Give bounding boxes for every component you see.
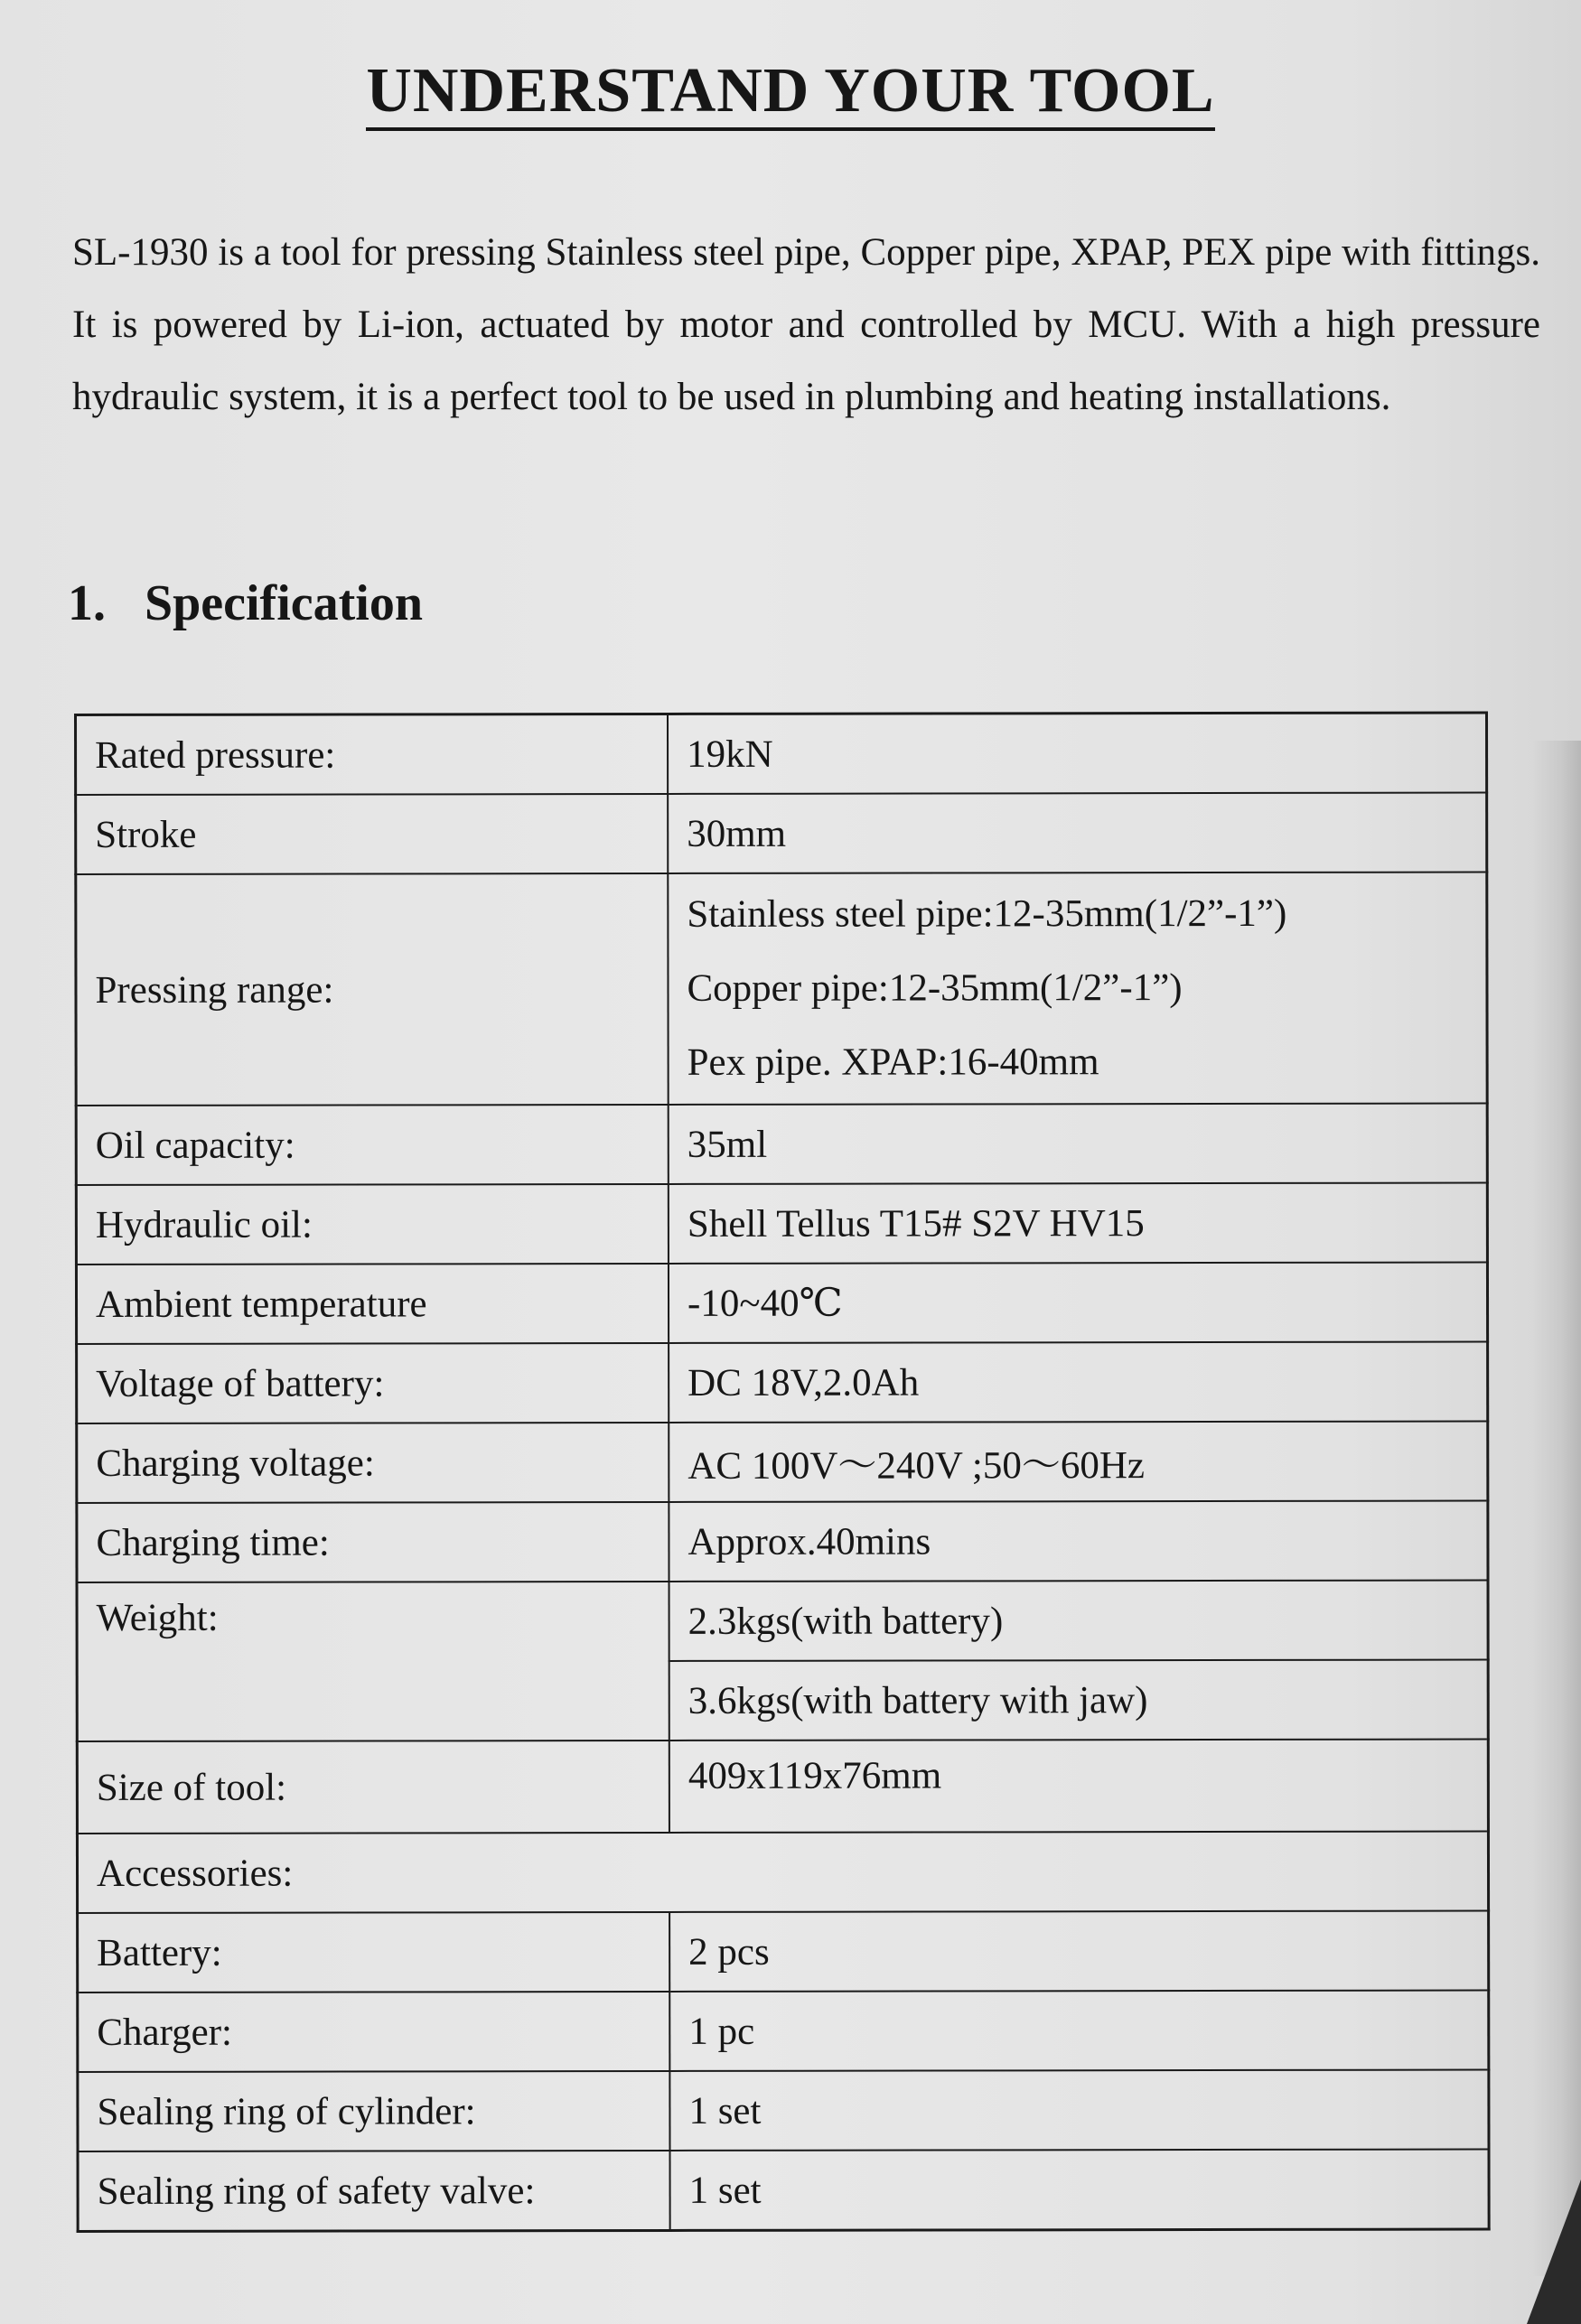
spec-label: Sealing ring of safety valve: [78,2151,670,2232]
spec-value: 30mm [668,793,1487,873]
spec-value: 2.3kgs(with battery) [669,1581,1489,1661]
spec-value: AC 100V～240V ;50～60Hz [669,1422,1488,1502]
spec-value: 1 set [669,2150,1489,2231]
spec-label: Charging time: [77,1502,669,1582]
table-row [78,2070,1489,2151]
spec-value: 1 pc [669,1991,1489,2071]
spec-label: Voltage of battery: [77,1343,669,1423]
section-number: 1. [68,575,106,631]
table-row [76,713,1487,795]
table-row [76,1263,1487,1344]
table-row [77,1501,1488,1582]
scan-shadow [1531,741,1581,2276]
table-row [78,1991,1489,2072]
spec-value: 35ml [669,1104,1488,1184]
spec-value: 3.6kgs(with battery with jaw) [669,1660,1489,1741]
spec-value: DC 18V,2.0Ah [669,1342,1488,1423]
spec-value-multi [668,873,1487,1105]
spec-label: Battery: [78,1912,670,1993]
spec-value: -10~40℃ [669,1263,1488,1343]
table-row [77,1422,1488,1503]
spec-label: Oil capacity: [76,1105,669,1185]
spec-value: 1 set [669,2070,1489,2151]
spec-value: Approx.40mins [669,1501,1488,1582]
section-heading [68,574,423,632]
table-row [77,1832,1488,1913]
spec-value-line: Stainless steel pipe:12-35mm(1/2”-1”) [687,891,1287,936]
table-row [77,1342,1488,1423]
specification-table [74,712,1491,2233]
table-row [76,793,1487,874]
spec-label: Hydraulic oil: [76,1184,669,1265]
spec-value: 19kN [668,713,1487,794]
section-title: Specification [145,575,423,631]
spec-value: 409x119x76mm [669,1740,1489,1833]
spec-label: Sealing ring of cylinder: [78,2071,670,2151]
spec-label: Size of tool: [77,1741,669,1834]
intro-paragraph: SL-1930 is a tool for pressing Stainless steel pipe, Copper pipe, XPAP, PEX pipe with fittings. It is powered by Li-ion, actuated by motor and controlled by MCU. With a high pressure hydraulic system, it is a perfect tool to be used in plumbing and heating installations. [72,231,1540,418]
spec-label: Pressing range: [76,873,669,1106]
table-row [77,1581,1488,1662]
page-title-text: UNDERSTAND YOUR TOOL [366,56,1214,131]
spec-value-line: Pex pipe. XPAP:16-40mm [687,1041,1099,1084]
spec-value-line: Copper pipe:12-35mm(1/2”-1”) [687,966,1183,1010]
spec-label: Stroke [76,794,669,874]
table-row [78,1911,1489,1993]
spec-label: Ambient temperature [76,1264,669,1344]
table-row [76,1104,1487,1185]
spec-value: Shell Tellus T15# S2V HV15 [669,1183,1488,1264]
scan-corner-shadow [1527,2179,1581,2324]
spec-value: 2 pcs [669,1911,1489,1992]
spec-label: Rated pressure: [76,714,669,795]
table-row [76,1183,1487,1265]
accessories-heading: Accessories: [77,1832,1488,1913]
spec-label: Weight: [77,1582,669,1741]
spec-label: Charging voltage: [77,1423,669,1503]
spec-label: Charger: [78,1992,670,2072]
table-row [76,873,1487,1106]
table-row [78,2150,1489,2232]
table-row [77,1740,1488,1834]
page-title [0,56,1581,126]
